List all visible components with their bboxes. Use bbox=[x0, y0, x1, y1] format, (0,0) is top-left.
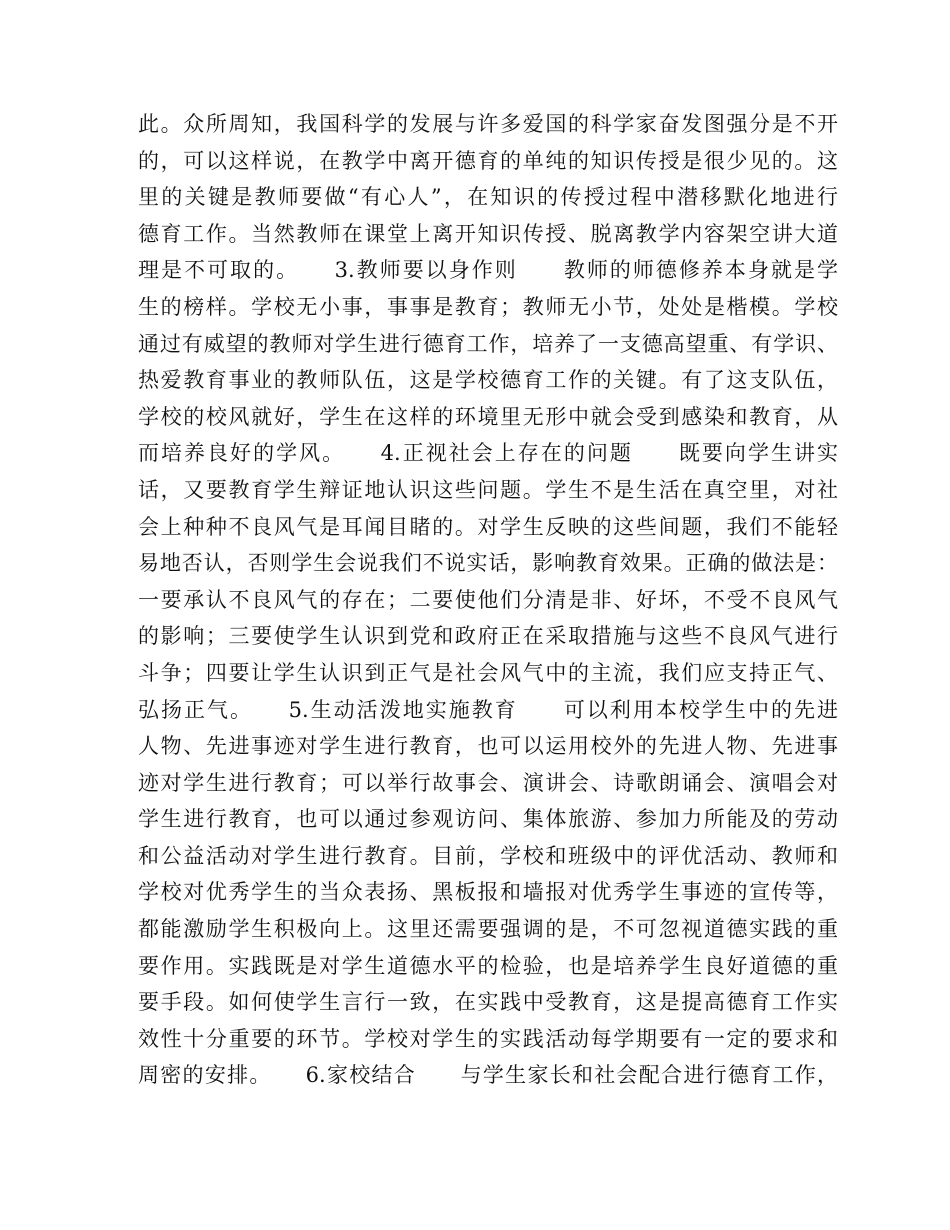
text-line: 理是不可取的。 3.教师要以身作则 教师的师德修养本身就是学 bbox=[138, 258, 838, 283]
text-line: 人物、先进事迹对学生进行教育，也可以运用校外的先进人物、先进事 bbox=[138, 734, 838, 759]
body-text bbox=[138, 106, 838, 1094]
text-line: 会上种种不良风气是耳闻目睹的。对学生反映的这些间题，我们不能轻 bbox=[138, 514, 838, 539]
text-line: 一要承认不良风气的存在；二要使他们分清是非、好坏，不受不良风气 bbox=[138, 587, 838, 612]
text-line: 学生进行教育，也可以通过参观访问、集体旅游、参加力所能及的劳动 bbox=[138, 807, 838, 832]
text-line: 通过有威望的教师对学生进行德育工作，培养了一支德高望重、有学识、 bbox=[138, 331, 838, 356]
text-line: 易地否认，否则学生会说我们不说实话，影响教育效果。正确的做法是： bbox=[138, 551, 838, 576]
text-line: 德育工作。当然教师在课堂上离开知识传授、脱离教学内容架空讲大道 bbox=[138, 221, 838, 246]
text-line: 的，可以这样说，在教学中离开德育的单纯的知识传授是很少见的。这 bbox=[138, 148, 838, 173]
text-line: 周密的安排。 6.家校结合 与学生家长和社会配合进行德育工作， bbox=[138, 1063, 838, 1088]
text-line: 话，又要教育学生辩证地认识这些问题。学生不是生活在真空里，对社 bbox=[138, 477, 838, 502]
text-line: 学校对优秀学生的当众表扬、黑板报和墙报对优秀学生事迹的宣传等， bbox=[138, 880, 838, 905]
text-line: 学校的校风就好，学生在这样的环境里无形中就会受到感染和教育，从 bbox=[138, 404, 838, 429]
text-line: 弘扬正气。 5.生动活泼地实施教育 可以利用本校学生中的先进 bbox=[138, 697, 838, 722]
text-line: 斗争；四要让学生认识到正气是社会风气中的主流，我们应支持正气、 bbox=[138, 660, 838, 685]
text-line: 热爱教育事业的教师队伍，这是学校德育工作的关键。有了这支队伍， bbox=[138, 368, 838, 393]
text-line: 里的关键是教师要做“有心人”，在知识的传授过程中潜移默化地进行 bbox=[138, 185, 838, 210]
text-line: 和公益活动对学生进行教育。目前，学校和班级中的评优活动、教师和 bbox=[138, 843, 838, 868]
text-line: 效性十分重要的环节。学校对学生的实践活动每学期要有一定的要求和 bbox=[138, 1026, 838, 1051]
text-line: 而培养良好的学风。 4.正视社会上存在的问题 既要向学生讲实 bbox=[138, 441, 838, 466]
text-line: 都能激励学生积极向上。这里还需要强调的是，不可忽视道德实践的重 bbox=[138, 917, 838, 942]
text-line: 此。众所周知，我国科学的发展与许多爱国的科学家奋发图强分是不开 bbox=[138, 112, 838, 136]
text-line: 的影响；三要使学生认识到党和政府正在采取措施与这些不良风气进行 bbox=[138, 624, 838, 649]
text-line: 生的榜样。学校无小事，事事是教育；教师无小节，处处是楷模。学校 bbox=[138, 294, 838, 319]
text-line: 要手段。如何使学生言行一致，在实践中受教育，这是提高德育工作实 bbox=[138, 990, 838, 1015]
text-line: 要作用。实践既是对学生道德水平的检验，也是培养学生良好道德的重 bbox=[138, 953, 838, 978]
text-line: 迹对学生进行教育；可以举行故事会、演讲会、诗歌朗诵会、演唱会对 bbox=[138, 770, 838, 795]
